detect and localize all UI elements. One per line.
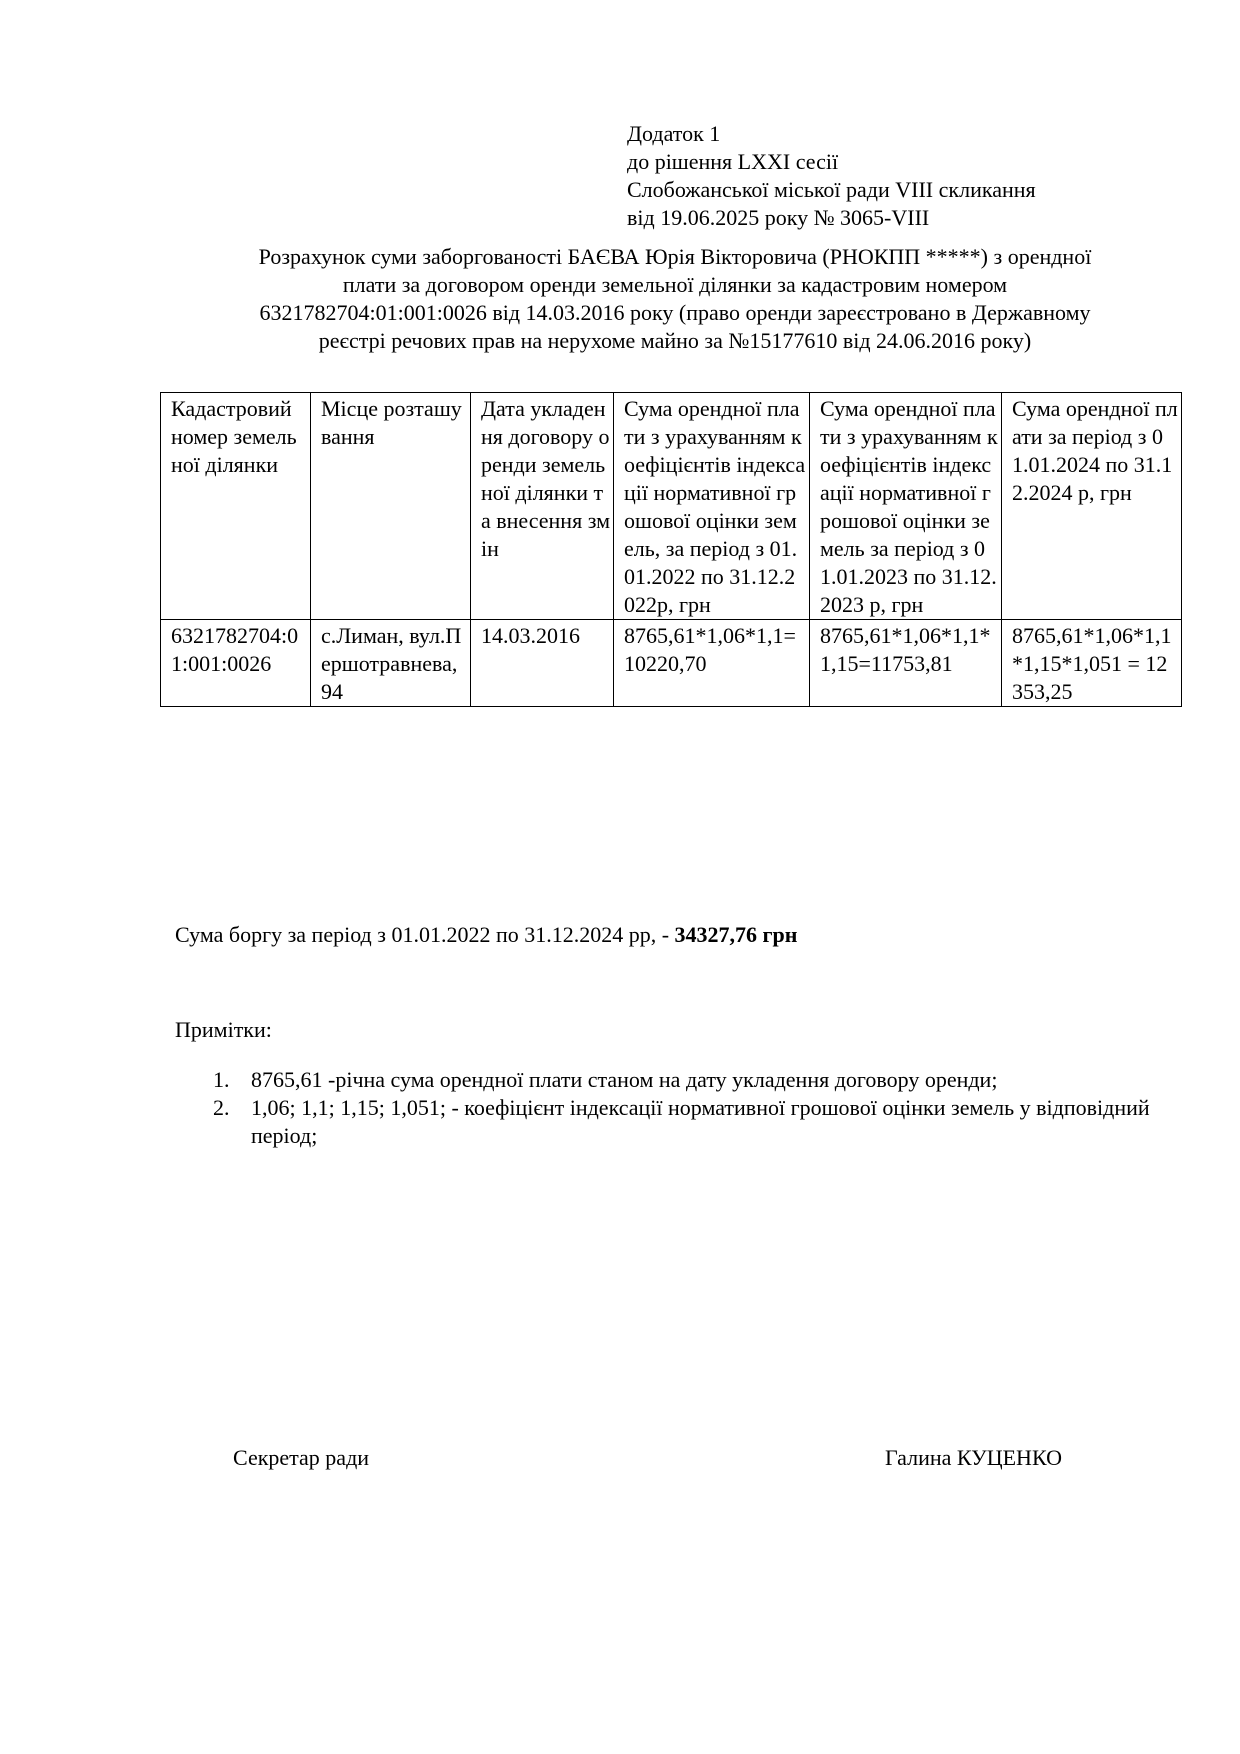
- header-location: Місце розташування: [311, 393, 471, 620]
- cell-sum-2023: 8765,61*1,06*1,1*1,15=11753,81: [810, 620, 1002, 707]
- note-text: 8765,61 -річна сума орендної плати станом на дату укладення договору оренди;: [251, 1067, 998, 1092]
- notes-list: [213, 1066, 1163, 1150]
- cell-sum-2022: 8765,61*1,06*1,1=10220,70: [614, 620, 810, 707]
- note-number: 2.: [213, 1095, 230, 1120]
- appendix-line: до рішення LXXI сесії: [627, 149, 839, 174]
- debt-text: Сума боргу за період з 01.01.2022 по 31.12.2024 рр, -: [175, 922, 675, 947]
- header-cadastral-number: Кадастровий номер земельної ділянки: [161, 393, 311, 620]
- debt-summary: [175, 921, 797, 949]
- cell-sum-2024: 8765,61*1,06*1,1*1,15*1,051 = 12353,25: [1002, 620, 1182, 707]
- title-line: 6321782704:01:001:0026 від 14.03.2016 року (право оренди зареєстровано в Державному: [259, 300, 1091, 325]
- title-line: Розрахунок суми заборгованості БАЄВА Юрія Вікторовича (РНОКПП *****) з орендної: [258, 244, 1092, 269]
- note-number: 1.: [213, 1067, 230, 1092]
- list-item: [213, 1094, 1163, 1150]
- signature-position: Секретар ради: [233, 1445, 370, 1470]
- lease-table: [160, 392, 1182, 707]
- cell-contract-date: 14.03.2016: [471, 620, 614, 707]
- cell-cadastral-number: 6321782704:01:001:0026: [161, 620, 311, 707]
- list-item: [213, 1066, 1163, 1094]
- header-contract-date: Дата укладення договору оренди земельної ділянки та внесення змін: [471, 393, 614, 620]
- appendix-line: Додаток 1: [627, 121, 721, 146]
- note-text: 1,06; 1,1; 1,15; 1,051; - коефіцієнт індексації нормативної грошової оцінки земель у відповідний період;: [251, 1095, 1150, 1148]
- appendix-block: [627, 120, 1187, 232]
- signature-name: Галина КУЦЕНКО: [885, 1445, 1062, 1470]
- notes-title: Примітки:: [175, 1017, 272, 1042]
- title-line: реєстрі речових прав на нерухоме майно за №15177610 від 24.06.2016 року): [318, 328, 1032, 353]
- debt-amount: 34327,76 грн: [674, 922, 798, 947]
- appendix-line: Слобожанської міської ради VIII скликання: [627, 177, 1036, 202]
- header-sum-2023: Сума орендної плати з урахуванням коефіцієнтів індексації нормативної грошової оцінки земель за період з 01.01.2023 по 31.12.2023 р, грн: [810, 393, 1002, 620]
- cell-location: с.Лиман, вул.Першотравнева, 94: [311, 620, 471, 707]
- table-row: [161, 620, 1182, 707]
- header-sum-2024: Сума орендної плати за період з 01.01.2024 по 31.12.2024 р, грн: [1002, 393, 1182, 620]
- header-sum-2022: Сума орендної плати з урахуванням коефіцієнтів індексації нормативної грошової оцінки земель, за період з 01.01.2022 по 31.12.2022р, грн: [614, 393, 810, 620]
- title-line: плати за договором оренди земельної ділянки за кадастровим номером: [342, 272, 1008, 297]
- table-header-row: [161, 393, 1182, 620]
- appendix-line: від 19.06.2025 року № 3065-VIII: [627, 205, 930, 230]
- document-title: [160, 243, 1190, 355]
